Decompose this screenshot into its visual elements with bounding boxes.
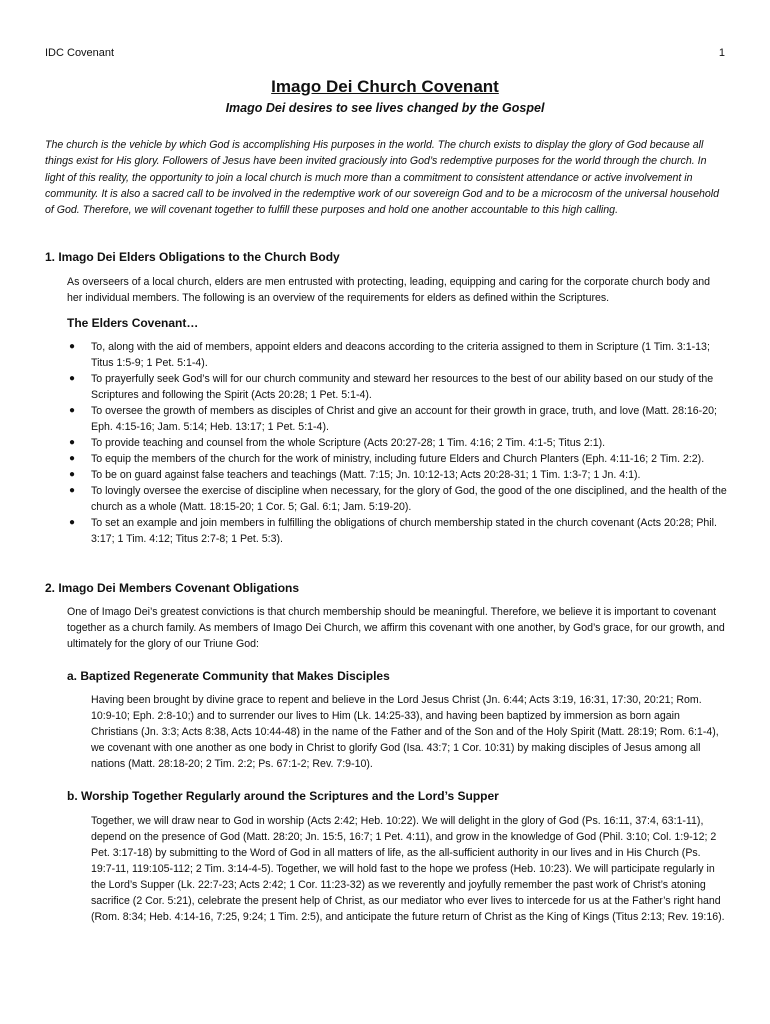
running-header: IDC Covenant [45, 47, 115, 59]
list-item-text: To prayerfully seek God’s will for our church community and steward her resources to the best of our ability based on our study of the Scriptures and following the Spirit (Acts 20:28; 1 Pet. 5:1-4). [91, 373, 714, 401]
section-2-body: One of Imago Dei’s greatest convictions is that church membership should be meaningful. Therefore, we believe it is important to covenant together as a church family. As members of Imago Dei Church, we affirm this covenant with one another, by God’s grace, for our growth, and ultimately for the glory of our Triune God: [67, 606, 725, 650]
section-2-heading: 2. Imago Dei Members Covenant Obligations [45, 581, 300, 595]
list-item [67, 483, 727, 515]
list-item-text: To lovingly oversee the exercise of discipline when necessary, for the glory of God, the good of the one disciplined, and the health of the church as a whole (Matt. 18:15-20; 1 Cor. 5; Gal. 6:1; Jam. 5:19-20). [91, 485, 727, 513]
bullet-icon: ● [69, 373, 76, 384]
list-item-text: To oversee the growth of members as disciples of Christ and give an account for their growth in grace, truth, and love (Matt. 28:16-20; Eph. 4:15-16; Jam. 5:14; Heb. 13:17; 1 Pet. 5:1-4). [91, 405, 717, 433]
list-item-text: To be on guard against false teachers and teachings (Matt. 7:15; Jn. 10:12-13; Acts 20:28-31; 1 Tim. 1:3-7; 1 Jn. 4:1). [91, 469, 641, 481]
elders-covenant-list [67, 339, 727, 547]
section-2b-body: Together, we will draw near to God in worship (Acts 2:42; Heb. 10:22). We will delight in the glory of God (Ps. 16:11, 37:4, 63:1-11), depend on the presence of God (Matt. 28:20; Jn. 15:5, 16:7; 1 Pet. 4:11), and grow in the knowledge of God (Phil. 3:10; Col. 1:9-12; 2 Pet. 3:17-18) by submitting to the Word of God in all matters of life, as the all-sufficient authority in our lives and in His Church (Ps. 19:7-11, 119:105-112; 2 Tim. 3:14-4-5). Together, we will hold fast to the hope we profess (Heb. 10:23). We will participate regularly in the Lord’s Supper (Lk. 22:7-23; Acts 2:42; 1 Cor. 11:23-32) as we reverently and joyfully remember the past work of Christ’s atoning sacrifice (2 Cor. 5:21), celebrate the present help of Christ, as our mediator who ever lives to intercede for us at the Father’s right hand (Rom. 8:34; Heb. 4:14-16, 7:25, 9:24; 1 Tim. 2:5), and anticipate the future return of Christ as the King of Kings (Titus 2:13; Rev. 19:16). [91, 815, 725, 923]
bullet-icon: ● [69, 453, 76, 464]
section-1-heading: 1. Imago Dei Elders Obligations to the Church Body [45, 250, 340, 264]
list-item [67, 403, 727, 435]
list-item-text: To equip the members of the church for the work of ministry, including future Elders and Church Planters (Eph. 4:11-16; 2 Tim. 2:2). [91, 453, 705, 465]
bullet-icon: ● [69, 517, 76, 528]
document-title: Imago Dei Church Covenant [271, 77, 499, 96]
bullet-icon: ● [69, 341, 76, 352]
list-item-text: To provide teaching and counsel from the whole Scripture (Acts 20:27-28; 1 Tim. 4:16; 2 Tim. 4:1-5; Titus 2:1). [91, 437, 606, 449]
page-number: 1 [718, 47, 725, 59]
list-item [67, 515, 727, 547]
list-item [67, 467, 727, 483]
bullet-icon: ● [69, 485, 76, 496]
list-item-text: To set an example and join members in fulfilling the obligations of church membership stated in the church covenant (Acts 20:28; Phil. 3:17; 1 Tim. 4:12; Titus 2:7-8; 1 Pet. 5:3). [91, 517, 717, 545]
list-item [67, 435, 727, 451]
list-item [67, 451, 727, 467]
elders-covenant-heading: The Elders Covenant… [67, 316, 199, 330]
section-2a-heading: a. Baptized Regenerate Community that Makes Disciples [67, 669, 390, 683]
bullet-icon: ● [69, 405, 76, 416]
intro-paragraph: The church is the vehicle by which God is accomplishing His purposes in the world. The church exists to display the glory of God because all things exist for His glory. Followers of Jesus have been invited graciously into God’s redemptive purposes for the world through the church. In light of this reality, the opportunity to join a local church is much more than a commitment to consistent attendance or active involvement in community. It is also a sacred call to be involved in the redemptive work of our sovereign God and to be a microcosm of the universal household of God. Therefore, we will covenant together to fulfill these purposes and hold one another accountable to this high calling. [45, 139, 720, 217]
list-item [67, 339, 727, 371]
bullet-icon: ● [69, 469, 76, 480]
list-item [67, 371, 727, 403]
section-1-body: As overseers of a local church, elders are men entrusted with protecting, leading, equipping and caring for the corporate church body and her individual members. The following is an overview of the requirements for elders as defined within the Scriptures. [67, 276, 711, 304]
list-item-text: To, along with the aid of members, appoint elders and deacons according to the criteria assigned to them in Scripture (1 Tim. 3:1-13; Titus 1:5-9; 1 Pet. 5:1-4). [91, 341, 710, 369]
section-2b-heading: b. Worship Together Regularly around the Scriptures and the Lord’s Supper [67, 789, 499, 803]
section-2a-body: Having been brought by divine grace to repent and believe in the Lord Jesus Christ (Jn. 6:44; Acts 3:19, 16:31, 17:30, 20:21; Rom. 10:9-10; Eph. 2:8-10;) and to surrender our lives to Him (Lk. 14:25-33), and having been baptized by immersion as born again Christians (Jn. 3:3; Acts 8:38, Acts 10:44-48) in the name of the Father and of the Son and of the Holy Spirit (Matt. 28:19; Rom. 6:1-4), we covenant with one another as one body in Christ to glorify God (Isa. 43:7; 1 Cor. 10:31) by making disciples of Jesus among all nations (Matt. 28:18-20; 2 Tim. 2:2; Ps. 67:1-2; Rev. 7:9-10). [91, 694, 719, 770]
bullet-icon: ● [69, 437, 76, 448]
document-subtitle: Imago Dei desires to see lives changed by the Gospel [225, 101, 545, 115]
